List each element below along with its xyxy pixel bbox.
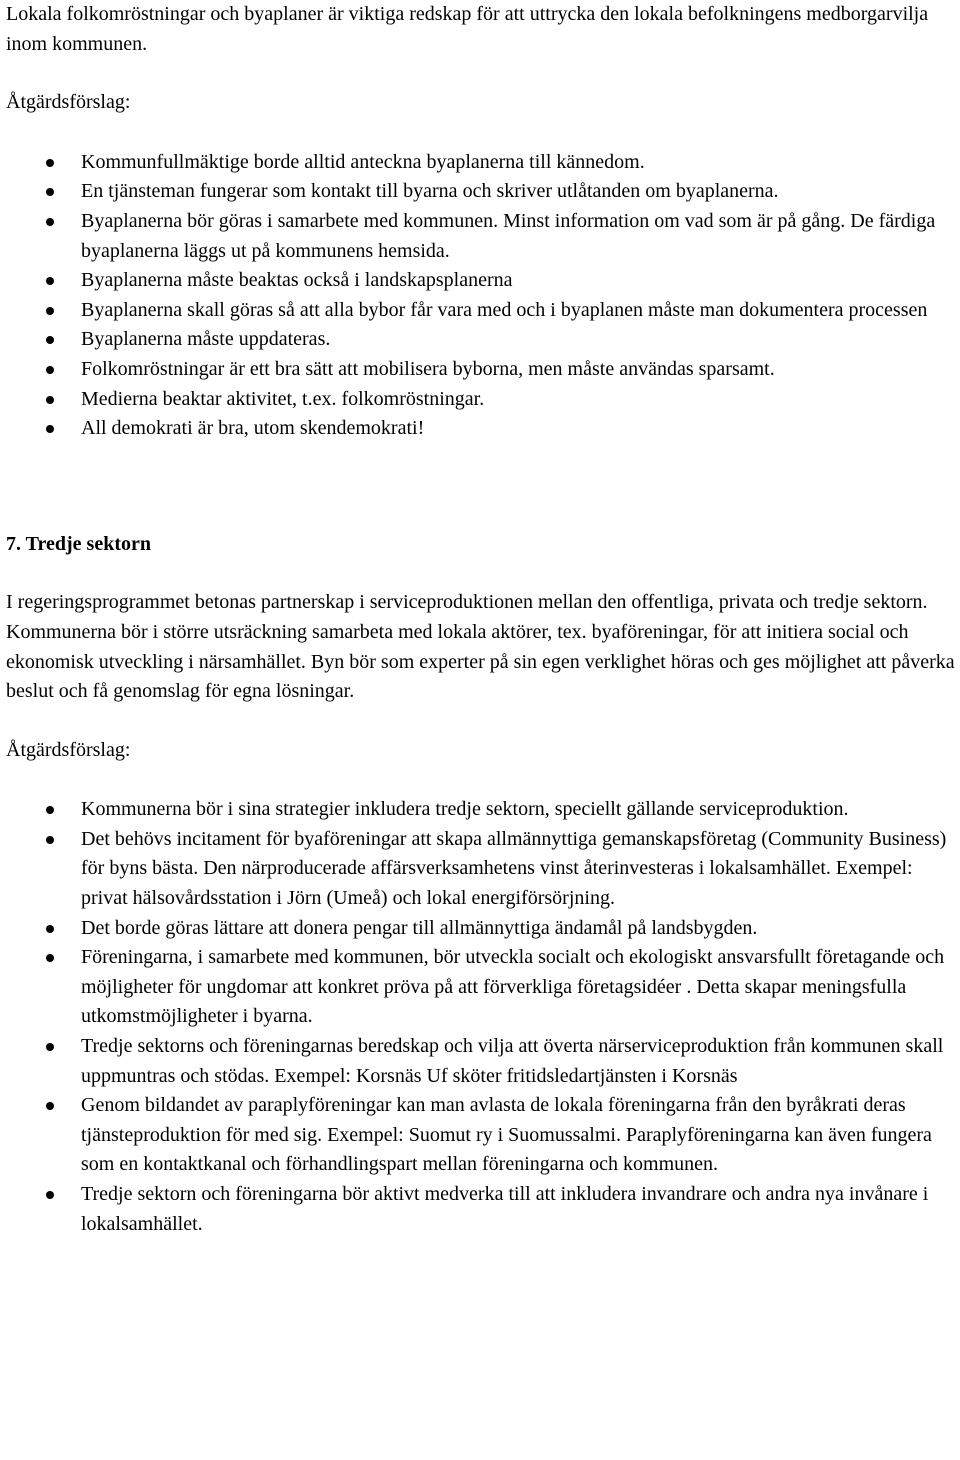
actions-label: Åtgärdsförslag:	[6, 91, 131, 114]
list-item: Föreningarna, i samarbete med kommunen, bör utveckla socialt och ekologiskt ansvarsfullt företagande och möjligheter för ungdomar att konkret pröva på att förverkliga företagsidéer . Detta skapar meningsfulla utkomstmöjligheter i byarna.	[6, 943, 960, 1032]
intro-paragraph: Lokala folkomröstningar och byaplaner är viktiga redskap för att uttrycka den lokala befolkningens medborgarvilja inom kommunen.	[6, 3, 929, 55]
list-item: Tredje sektorn och föreningarna bör aktivt medverka till att inkludera invandrare och andra nya invånare i lokalsamhället.	[6, 1180, 960, 1239]
list-item: Byaplanerna bör göras i samarbete med kommunen. Minst information om vad som är på gång. De färdiga byaplanerna läggs ut på kommunens hemsida.	[6, 207, 960, 266]
action-list	[6, 795, 960, 1239]
list-item: Tredje sektorns och föreningarnas beredskap och vilja att överta närserviceproduktion från kommunen skall uppmuntras och stödas. Exempel: Korsnäs Uf sköter fritidsledartjänsten i Korsnäs	[6, 1032, 960, 1091]
list-item: Byaplanerna måste beaktas också i landskapsplanerna	[6, 266, 960, 296]
list-item: Kommunfullmäktige borde alltid anteckna byaplanerna till kännedom.	[6, 148, 960, 178]
action-list	[6, 148, 960, 444]
list-item: Folkomröstningar är ett bra sätt att mobilisera byborna, men måste användas sparsamt.	[6, 355, 960, 385]
actions-label: Åtgärdsförslag:	[6, 738, 131, 761]
section-paragraph: I regeringsprogrammet betonas partnerskap i serviceproduktionen mellan den offentliga, privata och tredje sektorn. Kommunerna bör i större utsräckning samarbeta med lokala aktörer, tex. byaföreningar, för att initiera social och ekonomisk utveckling i närsamhället. Byn bör som experter på sin egen verklighet höras och ges möjlighet att påverka beslut och få genomslag för egna lösningar.	[6, 591, 955, 703]
list-item: Byaplanerna skall göras så att alla bybor får vara med och i byaplanen måste man dokumentera processen	[6, 296, 960, 326]
list-item: Det borde göras lättare att donera pengar till allmännyttiga ändamål på landsbygden.	[6, 914, 960, 944]
list-item: En tjänsteman fungerar som kontakt till byarna och skriver utlåtanden om byaplanerna.	[6, 177, 960, 207]
list-item: All demokrati är bra, utom skendemokrati!	[6, 414, 960, 444]
section-heading: 7. Tredje sektorn	[6, 532, 151, 555]
list-item: Det behövs incitament för byaföreningar att skapa allmännyttiga gemanskapsföretag (Community Business) för byns bästa. Den närproducerade affärsverksamhetens vinst återinvesteras i lokalsamhället. Exempel: privat hälsovårdsstation i Jörn (Umeå) och lokal energiförsörjning.	[6, 825, 960, 914]
list-item: Medierna beaktar aktivitet, t.ex. folkomröstningar.	[6, 385, 960, 415]
list-item: Kommunerna bör i sina strategier inkludera tredje sektorn, speciellt gällande serviceproduktion.	[6, 795, 960, 825]
list-item: Genom bildandet av paraplyföreningar kan man avlasta de lokala föreningarna från den byråkrati deras tjänsteproduktion för med sig. Exempel: Suomut ry i Suomussalmi. Paraplyföreningarna kan även fungera som en kontaktkanal och förhandlingspart mellan föreningarna och kommunen.	[6, 1091, 960, 1180]
list-item: Byaplanerna måste uppdateras.	[6, 325, 960, 355]
